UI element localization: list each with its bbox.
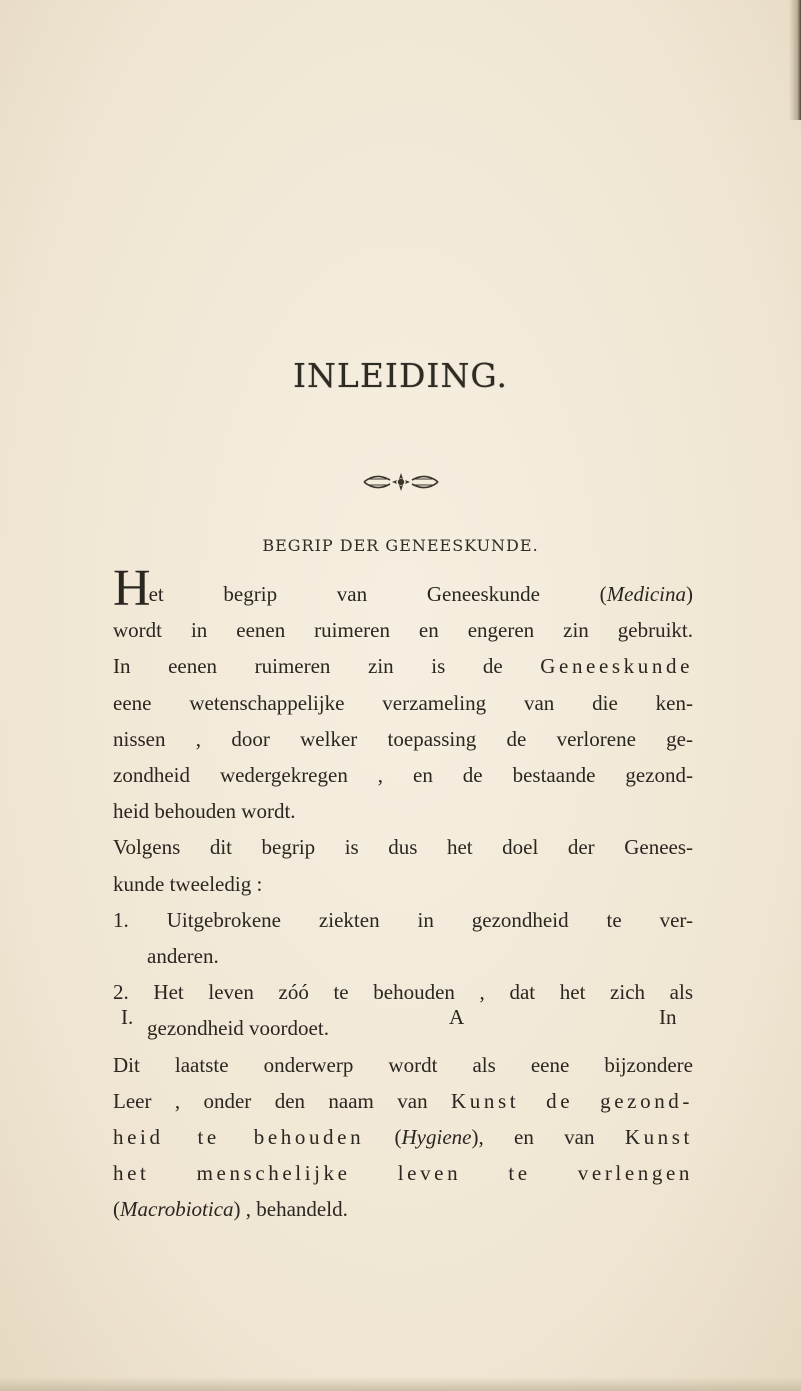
gathering-letter: A bbox=[449, 1005, 465, 1029]
catchword: In bbox=[659, 1005, 677, 1029]
text-line: zondheid wedergekregen , en de bestaande gezond- bbox=[113, 763, 693, 788]
chapter-heading: INLEIDING. bbox=[293, 356, 508, 395]
text-line: heid te behouden (Hygiene), en van Kunst bbox=[113, 1125, 693, 1150]
text-line: Volgens dit begrip is dus het doel der Genees- bbox=[113, 835, 693, 860]
text-line: nissen , door welker toepassing de verlorene ge- bbox=[113, 726, 693, 751]
fleuron-ornament-icon bbox=[356, 470, 446, 494]
signature-mark: I. bbox=[121, 1005, 134, 1029]
list-item: 2. Het leven zóó te behouden , dat het zich als bbox=[113, 980, 694, 1005]
text-line: wordt in eenen ruimeren en engeren zin gebruikt. bbox=[113, 618, 693, 643]
text-line: kunde tweeledig : bbox=[113, 871, 263, 896]
text-line: Dit laatste onderwerp wordt als eene bijzondere bbox=[113, 1052, 693, 1077]
text-line: heid behouden wordt. bbox=[113, 799, 296, 824]
page-edge-shadow bbox=[789, 0, 801, 120]
text-line: eene wetenschappelijke verzameling van die ken- bbox=[113, 690, 693, 715]
section-subheading: BEGRIP DER GENEESKUNDE. bbox=[262, 536, 539, 555]
text-line: Leer , onder den naam van Kunst de gezond- bbox=[113, 1088, 693, 1113]
drop-initial: H bbox=[113, 560, 149, 617]
list-item-continuation: anderen. bbox=[147, 944, 219, 969]
text-line: het menschelijke leven te verlengen bbox=[113, 1161, 693, 1186]
text-line: (Macrobiotica) , behandeld. bbox=[113, 1197, 348, 1222]
text-line: Het begrip van Geneeskunde (Medicina) bbox=[113, 560, 693, 617]
body-text bbox=[113, 560, 694, 1228]
list-item: 1. Uitgebrokene ziekten in gezondheid te ver- bbox=[113, 907, 693, 932]
text-line: In eenen ruimeren zin is de Geneeskunde bbox=[113, 654, 693, 679]
page-bottom-edge bbox=[0, 1377, 801, 1391]
list-item-continuation: gezondheid voordoet. bbox=[147, 1016, 329, 1041]
